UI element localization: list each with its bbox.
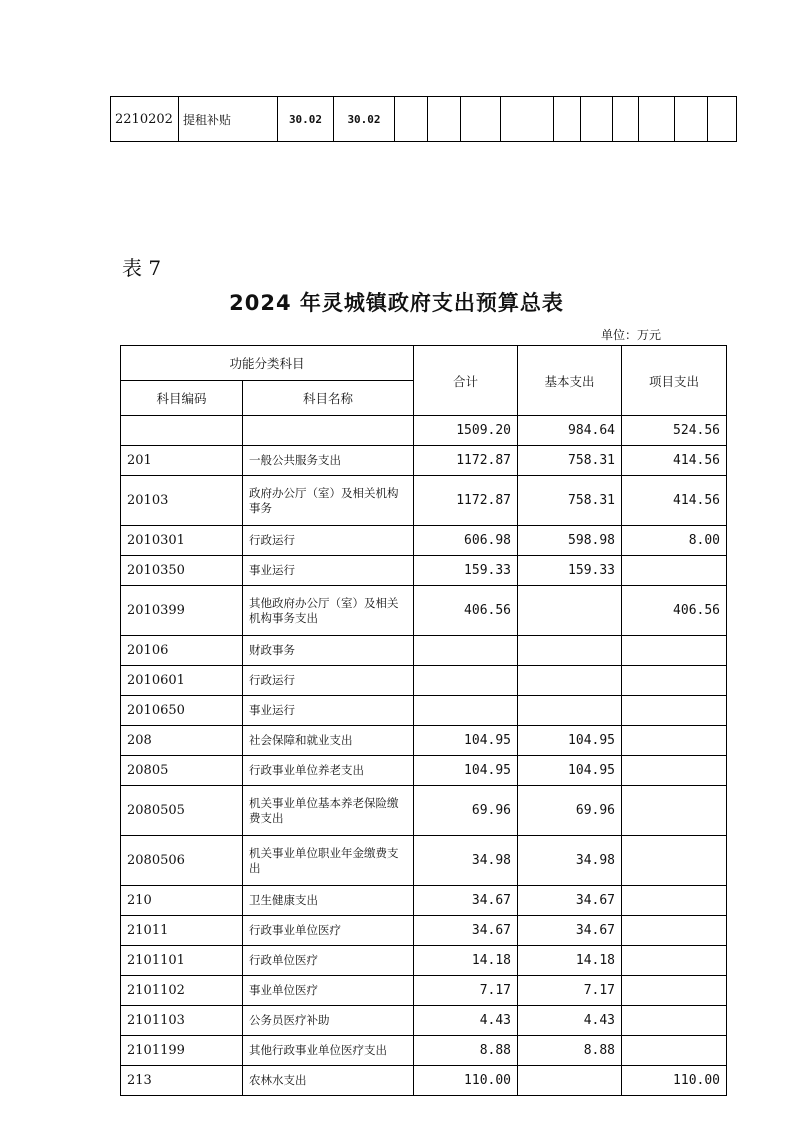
empty-cell xyxy=(708,97,737,142)
table-row xyxy=(121,476,727,526)
row-total: 104.95 xyxy=(414,726,518,756)
row-project xyxy=(622,666,727,696)
row-code: 201 xyxy=(121,446,243,476)
empty-cell xyxy=(613,97,639,142)
row-project xyxy=(622,946,727,976)
table-row xyxy=(121,526,727,556)
row-project xyxy=(622,696,727,726)
row-name: 机关事业单位基本养老保险缴费支出 xyxy=(243,786,414,836)
row-total: 4.43 xyxy=(414,1006,518,1036)
table-row xyxy=(121,916,727,946)
row-name: 公务员医疗补助 xyxy=(243,1006,414,1036)
row-name: 政府办公厅（室）及相关机构事务 xyxy=(243,476,414,526)
row-name: 事业运行 xyxy=(243,696,414,726)
row-project xyxy=(622,916,727,946)
row-total: 406.56 xyxy=(414,586,518,636)
row-code: 2010301 xyxy=(121,526,243,556)
row-name xyxy=(243,416,414,446)
row-code: 213 xyxy=(121,1066,243,1096)
table-row xyxy=(121,696,727,726)
row-code: 2010650 xyxy=(121,696,243,726)
table-row xyxy=(121,1036,727,1066)
row-project: 8.00 xyxy=(622,526,727,556)
header-basic: 基本支出 xyxy=(518,346,622,416)
row-code: 2101199 xyxy=(121,1036,243,1066)
empty-cell xyxy=(501,97,554,142)
empty-cell xyxy=(428,97,461,142)
row-project xyxy=(622,786,727,836)
header-name: 科目名称 xyxy=(243,381,414,416)
row-total: 606.98 xyxy=(414,526,518,556)
row-total: 159.33 xyxy=(414,556,518,586)
row-name: 事业单位医疗 xyxy=(243,976,414,1006)
row-name: 行政事业单位养老支出 xyxy=(243,756,414,786)
row-project xyxy=(622,726,727,756)
empty-cell xyxy=(395,97,428,142)
row-basic xyxy=(518,666,622,696)
previous-table-continuation xyxy=(110,96,737,142)
row-code: 2010350 xyxy=(121,556,243,586)
row-name: 提租补贴 xyxy=(179,97,278,142)
empty-cell xyxy=(639,97,675,142)
row-code: 208 xyxy=(121,726,243,756)
row-name: 社会保障和就业支出 xyxy=(243,726,414,756)
row-project: 414.56 xyxy=(622,476,727,526)
row-project: 110.00 xyxy=(622,1066,727,1096)
row-basic: 14.18 xyxy=(518,946,622,976)
table-row xyxy=(121,976,727,1006)
table-row xyxy=(121,446,727,476)
table-row xyxy=(121,1066,727,1096)
row-total: 34.67 xyxy=(414,886,518,916)
row-total: 69.96 xyxy=(414,786,518,836)
row-code: 2210202 xyxy=(111,97,179,142)
row-project: 414.56 xyxy=(622,446,727,476)
row-name: 一般公共服务支出 xyxy=(243,446,414,476)
row-total: 1172.87 xyxy=(414,446,518,476)
row-code: 20805 xyxy=(121,756,243,786)
row-basic xyxy=(518,586,622,636)
row-code: 20103 xyxy=(121,476,243,526)
row-basic: 598.98 xyxy=(518,526,622,556)
row-name: 行政事业单位医疗 xyxy=(243,916,414,946)
row-name: 卫生健康支出 xyxy=(243,886,414,916)
table-number: 表 7 xyxy=(122,256,162,280)
row-total: 110.00 xyxy=(414,1066,518,1096)
row-project xyxy=(622,836,727,886)
row-code xyxy=(121,416,243,446)
row-basic: 34.67 xyxy=(518,916,622,946)
empty-cell xyxy=(675,97,708,142)
unit-label: 单位：万元 xyxy=(601,328,662,342)
table-row xyxy=(121,726,727,756)
row-basic: 758.31 xyxy=(518,476,622,526)
row-total: 34.67 xyxy=(414,916,518,946)
row-code: 20106 xyxy=(121,636,243,666)
empty-cell xyxy=(461,97,501,142)
row-basic xyxy=(518,1066,622,1096)
row-name: 财政事务 xyxy=(243,636,414,666)
header-total: 合计 xyxy=(414,346,518,416)
header-code: 科目编码 xyxy=(121,381,243,416)
row-name: 事业运行 xyxy=(243,556,414,586)
row-value: 30.02 xyxy=(334,97,395,142)
table-row xyxy=(121,756,727,786)
row-basic: 7.17 xyxy=(518,976,622,1006)
row-code: 2101103 xyxy=(121,1006,243,1036)
empty-cell xyxy=(581,97,613,142)
row-name: 其他行政事业单位医疗支出 xyxy=(243,1036,414,1066)
row-total: 104.95 xyxy=(414,756,518,786)
row-code: 21011 xyxy=(121,916,243,946)
empty-cell xyxy=(554,97,581,142)
row-project xyxy=(622,886,727,916)
row-project xyxy=(622,1036,727,1066)
table-row xyxy=(121,786,727,836)
row-project xyxy=(622,636,727,666)
page-title: 2024 年灵城镇政府支出预算总表 xyxy=(229,291,564,315)
row-name: 机关事业单位职业年金缴费支出 xyxy=(243,836,414,886)
row-basic: 4.43 xyxy=(518,1006,622,1036)
row-code: 2101101 xyxy=(121,946,243,976)
row-project xyxy=(622,976,727,1006)
table-row xyxy=(121,586,727,636)
header-category: 功能分类科目 xyxy=(121,346,414,381)
table-row xyxy=(121,836,727,886)
table-row xyxy=(121,636,727,666)
table-row xyxy=(121,666,727,696)
row-code: 2080506 xyxy=(121,836,243,886)
row-total: 14.18 xyxy=(414,946,518,976)
row-basic xyxy=(518,696,622,726)
row-project: 406.56 xyxy=(622,586,727,636)
row-basic: 984.64 xyxy=(518,416,622,446)
row-code: 2080505 xyxy=(121,786,243,836)
row-name: 行政单位医疗 xyxy=(243,946,414,976)
row-basic xyxy=(518,636,622,666)
row-total: 34.98 xyxy=(414,836,518,886)
row-code: 2010399 xyxy=(121,586,243,636)
row-basic: 69.96 xyxy=(518,786,622,836)
row-code: 2010601 xyxy=(121,666,243,696)
row-total xyxy=(414,636,518,666)
row-name: 行政运行 xyxy=(243,666,414,696)
row-basic: 34.98 xyxy=(518,836,622,886)
row-project: 524.56 xyxy=(622,416,727,446)
row-total: 8.88 xyxy=(414,1036,518,1066)
budget-table xyxy=(120,345,727,1096)
table-row xyxy=(121,886,727,916)
row-total: 1509.20 xyxy=(414,416,518,446)
row-name: 行政运行 xyxy=(243,526,414,556)
row-code: 210 xyxy=(121,886,243,916)
row-project xyxy=(622,1006,727,1036)
row-basic: 34.67 xyxy=(518,886,622,916)
row-basic: 758.31 xyxy=(518,446,622,476)
row-total: 1172.87 xyxy=(414,476,518,526)
table-row xyxy=(121,1006,727,1036)
row-name: 农林水支出 xyxy=(243,1066,414,1096)
row-code: 2101102 xyxy=(121,976,243,1006)
table-row xyxy=(111,97,737,142)
header-row xyxy=(121,346,727,381)
row-project xyxy=(622,756,727,786)
row-value: 30.02 xyxy=(278,97,334,142)
row-basic: 8.88 xyxy=(518,1036,622,1066)
header-project: 项目支出 xyxy=(622,346,727,416)
row-name: 其他政府办公厅（室）及相关机构事务支出 xyxy=(243,586,414,636)
row-basic: 104.95 xyxy=(518,726,622,756)
row-project xyxy=(622,556,727,586)
row-total xyxy=(414,696,518,726)
table-row xyxy=(121,556,727,586)
row-basic: 159.33 xyxy=(518,556,622,586)
table-row xyxy=(121,416,727,446)
table-row xyxy=(121,946,727,976)
row-total xyxy=(414,666,518,696)
row-total: 7.17 xyxy=(414,976,518,1006)
row-basic: 104.95 xyxy=(518,756,622,786)
